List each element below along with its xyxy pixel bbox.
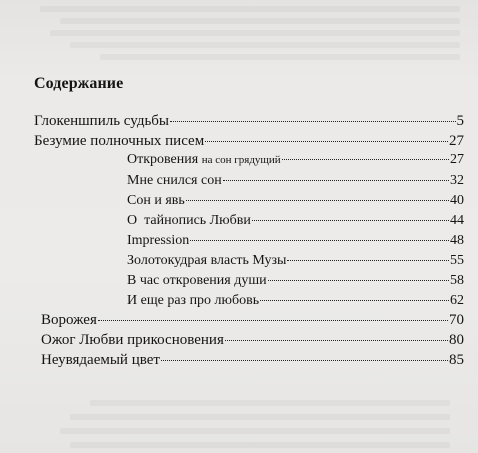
- toc-entry-page: 55: [450, 253, 464, 268]
- toc-subentry[interactable]: [127, 172, 464, 190]
- toc-entry[interactable]: [34, 112, 464, 130]
- leader-dots: [282, 159, 449, 160]
- toc-subentry[interactable]: [127, 192, 464, 210]
- leader-dots: [287, 260, 449, 261]
- toc-entry-page: 80: [449, 332, 464, 348]
- toc-entry-page: 27: [450, 152, 464, 167]
- toc-entry-page: 44: [450, 213, 464, 228]
- toc-subentry[interactable]: [127, 151, 464, 169]
- toc-entry-page: 70: [449, 312, 464, 328]
- toc-entry-title: Ожог Любви прикосновения: [41, 332, 224, 348]
- leader-dots: [186, 200, 449, 201]
- leader-dots: [223, 180, 449, 181]
- leader-dots: [260, 300, 449, 301]
- toc-entry-page: 40: [450, 193, 464, 208]
- toc-entry-title: Золотокудрая власть Музы: [127, 253, 287, 268]
- toc-entry-page: 27: [449, 133, 464, 149]
- toc-entry-title: Глокеншпиль судьбы: [34, 113, 170, 129]
- toc-entry-page: 5: [456, 113, 464, 129]
- toc-entry-title: Мне снился сон: [127, 173, 222, 188]
- leader-dots: [268, 280, 449, 281]
- leader-dots: [205, 141, 448, 142]
- toc-entry-page: 58: [450, 273, 464, 288]
- toc-subentry[interactable]: [127, 252, 464, 270]
- leader-dots: [190, 240, 449, 241]
- toc-entry[interactable]: [41, 331, 464, 349]
- toc-entry-page: 48: [450, 233, 464, 248]
- toc-entry-page: 62: [450, 293, 464, 308]
- leader-dots: [225, 340, 448, 341]
- toc-entry-title: Неувядаемый цвет: [41, 352, 160, 368]
- leader-dots: [252, 220, 449, 221]
- toc-entry-page: 32: [450, 173, 464, 188]
- toc-subentry[interactable]: [127, 272, 464, 290]
- leader-dots: [170, 121, 455, 122]
- toc-entry-title: И еще раз про любовь: [127, 293, 260, 308]
- toc-entry-title: Безумие полночных писем: [34, 133, 205, 149]
- toc-entry-page: 85: [449, 352, 464, 368]
- toc-subentry[interactable]: [127, 292, 464, 310]
- toc-heading: Содержание: [34, 75, 124, 92]
- toc-entry-title: Impression: [127, 233, 190, 248]
- toc-subentry[interactable]: [127, 212, 464, 230]
- toc-entry[interactable]: [41, 351, 464, 369]
- leader-dots: [98, 320, 448, 321]
- toc-entry-subtitle: на сон грядущий: [201, 154, 281, 166]
- toc-entry-title: Откровения на сон грядущий: [127, 152, 281, 167]
- toc-subentry[interactable]: [127, 232, 464, 250]
- toc-entry-title: Ворожея: [41, 312, 97, 328]
- toc-entry-title: О тайнопись Любви: [127, 213, 251, 228]
- toc-entry-title: В час откровения души: [127, 273, 267, 288]
- toc-entry[interactable]: [34, 132, 464, 150]
- toc-entry-title: Сон и явь: [127, 193, 185, 208]
- leader-dots: [161, 360, 448, 361]
- toc-entry[interactable]: [41, 311, 464, 329]
